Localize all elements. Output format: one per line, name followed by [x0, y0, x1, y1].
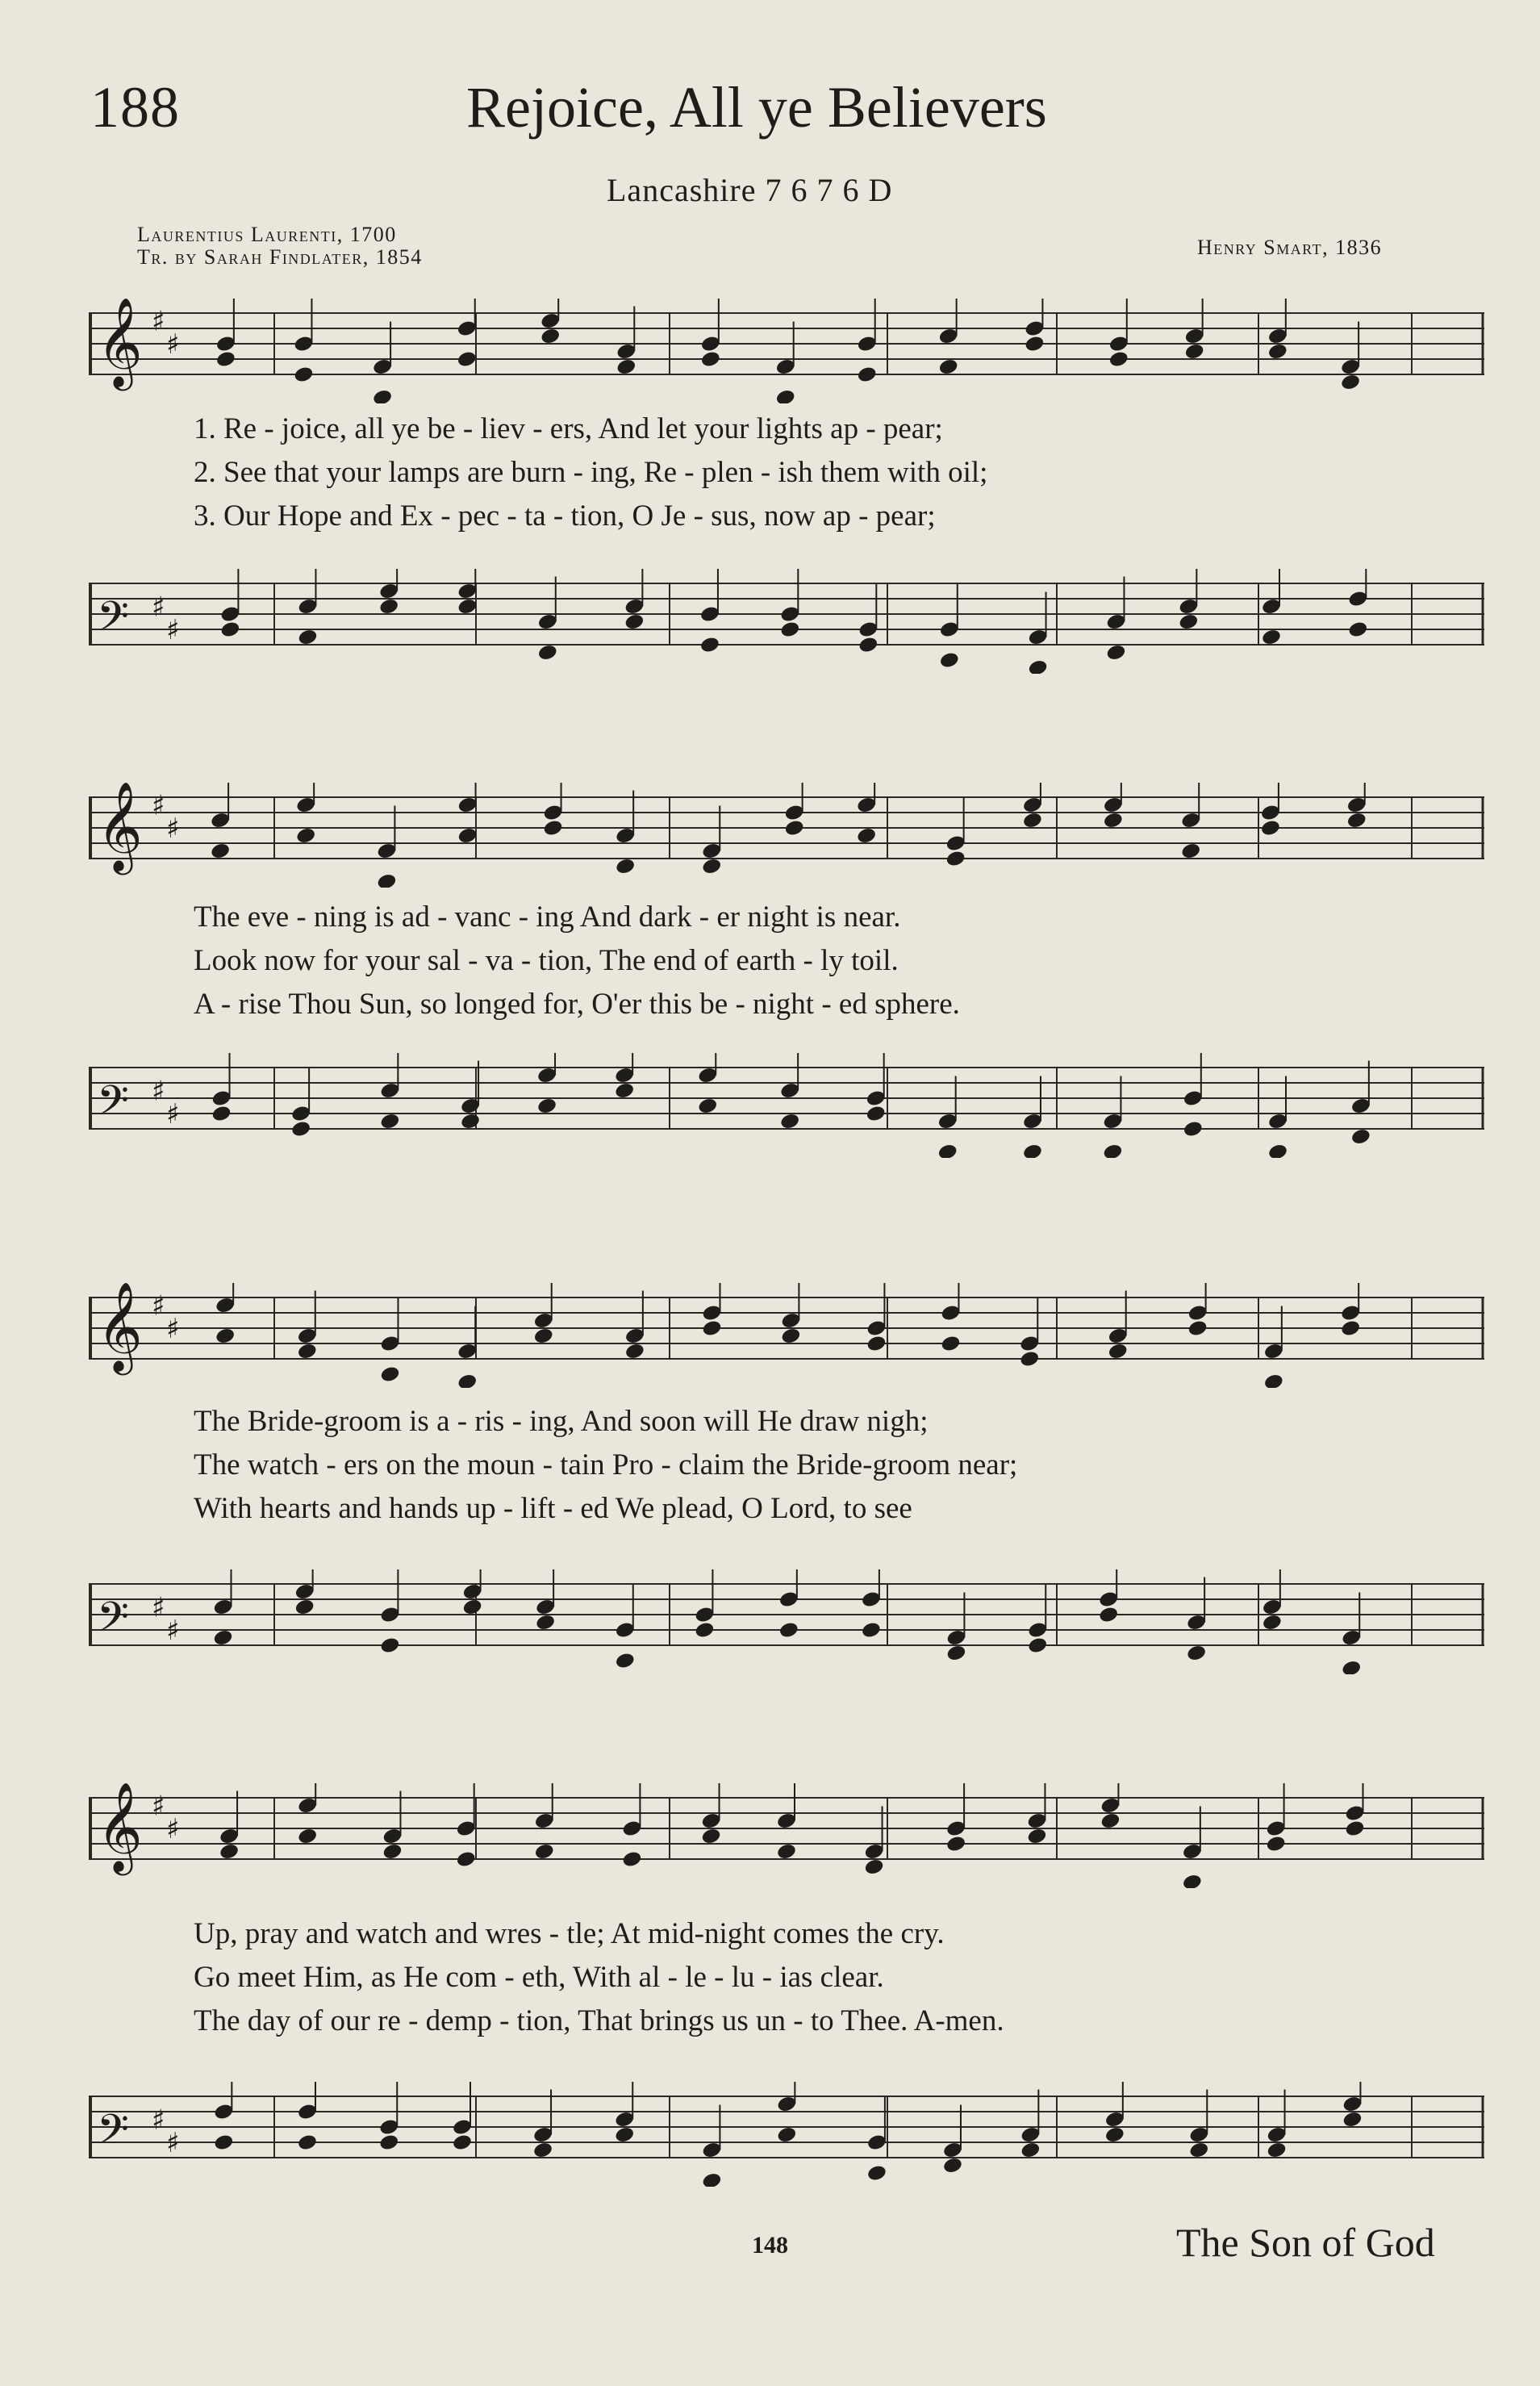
lyric-line-3: A - rise Thou Sun, so longed for, O'er this be - night - ed sphere.: [194, 988, 960, 1021]
note-head: [857, 366, 878, 384]
treble-staff: [89, 1783, 1484, 1880]
note-head: [1340, 1319, 1361, 1338]
bass-staff: [89, 569, 1484, 666]
note-head: [290, 1120, 311, 1139]
note-head: [866, 2164, 887, 2183]
sharp-icon: ♯: [166, 1097, 180, 1130]
note-head: [1182, 1873, 1203, 1888]
note-head: [213, 2133, 234, 2152]
note-head: [1350, 1127, 1371, 1146]
note-head: [379, 1636, 400, 1655]
note-head: [219, 621, 240, 639]
note-head: [379, 1365, 400, 1384]
bass-staff: [89, 1053, 1484, 1150]
treble-clef-icon: 𝄞: [97, 1283, 143, 1372]
tune-name: Lancashire 7 6 7 6 D: [607, 172, 893, 208]
note-head: [1108, 1342, 1129, 1360]
note-head: [297, 1827, 318, 1845]
lyric-line-2: Look now for your sal - va - tion, The end of earth - ly toil.: [194, 944, 899, 977]
note-head: [624, 612, 645, 631]
treble-staff: [89, 783, 1484, 880]
treble-staff: [89, 1283, 1484, 1380]
note-head: [1104, 2125, 1125, 2144]
page-number: 148: [752, 2232, 788, 2259]
note-head: [1261, 628, 1282, 646]
sharp-icon: ♯: [166, 1812, 180, 1845]
note-head: [779, 1112, 800, 1130]
note-head: [615, 1652, 636, 1670]
music-system-3: [89, 1267, 1484, 1654]
sharp-icon: ♯: [166, 328, 180, 361]
music-system-4: [89, 1767, 1484, 2187]
sharp-icon: ♯: [166, 1312, 180, 1345]
words-credit: Laurentius Laurenti, 1700: [137, 223, 397, 246]
note-head: [1022, 811, 1043, 829]
note-head: [1188, 2141, 1209, 2159]
note-head: [219, 1842, 240, 1861]
note-head: [858, 636, 879, 654]
note-head: [1183, 1120, 1204, 1139]
note-head: [534, 1842, 555, 1861]
music-system-2: [89, 767, 1484, 1154]
note-head: [372, 388, 393, 403]
note-head: [378, 597, 399, 616]
note-head: [945, 850, 966, 868]
lyric-line-2: The watch - ers on the moun - tain Pro - claim the Bride-groom near;: [194, 1448, 1018, 1481]
note-head: [1340, 373, 1361, 391]
bass-clef-icon: 𝄢: [97, 1076, 129, 1135]
lyric-line-1: The Bride-groom is a - ris - ing, And soon will He draw nigh;: [194, 1405, 929, 1438]
note-head: [382, 1842, 403, 1861]
note-head: [699, 636, 720, 654]
note-head: [1019, 1350, 1040, 1369]
note-head: [1178, 612, 1199, 631]
note-head: [542, 819, 563, 838]
note-head: [1180, 842, 1201, 860]
bass-clef-icon: 𝄢: [97, 1592, 129, 1652]
sharp-icon: ♯: [152, 1790, 165, 1823]
note-head: [457, 597, 478, 616]
note-head: [1187, 1319, 1208, 1338]
translator-credit: Tr. by Sarah Findlater, 1854: [137, 245, 423, 269]
note-head: [856, 826, 877, 845]
hymn-number: 188: [90, 75, 180, 140]
note-head: [614, 1081, 635, 1100]
note-head: [1022, 1143, 1043, 1158]
sharp-icon: ♯: [166, 812, 180, 845]
note-head: [694, 1621, 715, 1640]
note-head: [376, 872, 397, 888]
treble-staff: [89, 299, 1484, 395]
note-head: [379, 1112, 400, 1130]
note-head: [1267, 1143, 1288, 1158]
note-head: [945, 1835, 966, 1853]
note-head: [1266, 2141, 1287, 2159]
note-head: [776, 1842, 797, 1861]
note-head: [293, 366, 314, 384]
note-head: [1020, 2141, 1041, 2159]
note-head: [532, 2141, 553, 2159]
treble-clef-icon: 𝄞: [97, 1783, 143, 1872]
note-head: [866, 1105, 887, 1123]
note-head: [457, 826, 478, 845]
note-head: [211, 1105, 232, 1123]
note-head: [536, 1097, 557, 1115]
note-head: [1186, 1644, 1207, 1662]
lyric-line-2: Go meet Him, as He com - eth, With al - le - lu - ias clear.: [194, 1961, 884, 1994]
note-head: [1260, 819, 1281, 838]
note-head: [776, 2125, 797, 2144]
note-head: [297, 628, 318, 646]
note-head: [212, 1628, 233, 1647]
note-head: [624, 1342, 645, 1360]
music-system-1: [89, 282, 1484, 670]
lyric-line-1: 1. Re - joice, all ye be - liev - ers, And let your lights ap - pear;: [194, 412, 943, 445]
bass-clef-icon: 𝄢: [97, 2104, 129, 2164]
note-head: [460, 1112, 481, 1130]
note-head: [297, 2133, 318, 2152]
note-head: [1266, 1835, 1287, 1853]
note-head: [1346, 811, 1367, 829]
note-head: [945, 1644, 966, 1662]
note-head: [1347, 621, 1368, 639]
note-head: [621, 1850, 642, 1869]
note-head: [540, 327, 561, 345]
note-head: [1344, 1820, 1365, 1838]
sharp-icon: ♯: [152, 305, 165, 338]
note-head: [456, 1850, 477, 1869]
note-head: [1267, 342, 1288, 361]
section-title: The Son of God: [1176, 2220, 1435, 2265]
note-head: [210, 842, 231, 860]
lyric-line-3: With hearts and hands up - lift - ed We plead, O Lord, to see: [194, 1492, 912, 1525]
note-head: [1102, 1143, 1123, 1158]
note-head: [1098, 1606, 1119, 1624]
note-head: [297, 1342, 318, 1360]
note-head: [700, 1827, 721, 1845]
note-head: [1263, 1373, 1284, 1388]
note-head: [701, 857, 722, 875]
note-head: [533, 1327, 554, 1345]
bass-staff: [89, 2082, 1484, 2179]
note-head: [697, 1097, 718, 1115]
note-head: [778, 1621, 799, 1640]
note-head: [866, 1335, 887, 1353]
note-head: [940, 1335, 961, 1353]
lyric-line-3: The day of our re - demp - tion, That brings us un - to Thee. A-men.: [194, 2004, 1004, 2037]
sharp-icon: ♯: [166, 613, 180, 646]
note-head: [378, 2133, 399, 2152]
lyric-line-2: 2. See that your lamps are burn - ing, Re - plen - ish them with oil;: [194, 456, 988, 489]
sharp-icon: ♯: [166, 1614, 180, 1647]
note-head: [457, 350, 478, 369]
sharp-icon: ♯: [152, 1591, 165, 1624]
music-credit: Henry Smart, 1836: [1197, 236, 1383, 259]
note-head: [942, 2156, 963, 2175]
note-head: [1027, 658, 1048, 674]
note-head: [1342, 2110, 1363, 2129]
note-head: [1341, 1659, 1362, 1674]
note-head: [1026, 1827, 1047, 1845]
sharp-icon: ♯: [166, 2126, 180, 2159]
note-head: [938, 357, 959, 376]
note-head: [937, 1143, 958, 1158]
bass-staff: [89, 1569, 1484, 1666]
note-head: [1105, 643, 1126, 662]
note-head: [1108, 350, 1129, 369]
note-head: [1262, 1613, 1283, 1632]
note-head: [701, 2171, 722, 2187]
lyric-line-1: The eve - ning is ad - vanc - ing And dark - er night is near.: [194, 900, 901, 934]
note-head: [1100, 1811, 1121, 1830]
note-head: [1184, 342, 1205, 361]
sharp-icon: ♯: [152, 1289, 165, 1323]
note-head: [1027, 1636, 1048, 1655]
sharp-icon: ♯: [152, 2104, 165, 2137]
note-head: [784, 819, 805, 838]
bass-clef-icon: 𝄢: [97, 591, 129, 651]
lyric-line-1: Up, pray and watch and wres - tle; At mid-night comes the cry.: [194, 1917, 945, 1950]
note-head: [294, 1598, 315, 1616]
note-head: [537, 643, 558, 662]
note-head: [452, 2133, 473, 2152]
sharp-icon: ♯: [152, 789, 165, 822]
note-head: [457, 1373, 478, 1388]
note-head: [462, 1598, 483, 1616]
note-head: [780, 1327, 801, 1345]
note-head: [614, 2125, 635, 2144]
note-head: [863, 1857, 884, 1876]
note-head: [215, 350, 236, 369]
note-head: [861, 1621, 882, 1640]
treble-clef-icon: 𝄞: [97, 299, 143, 387]
note-head: [939, 651, 960, 670]
note-head: [1103, 811, 1124, 829]
hymn-title: Rejoice, All ye Believers: [466, 75, 1047, 140]
note-head: [700, 350, 721, 369]
note-head: [535, 1613, 556, 1632]
note-head: [701, 1319, 722, 1338]
treble-clef-icon: 𝄞: [97, 783, 143, 871]
note-head: [775, 388, 796, 403]
note-head: [615, 857, 636, 875]
note-head: [215, 1327, 236, 1345]
sharp-icon: ♯: [152, 1075, 165, 1108]
note-head: [1024, 335, 1045, 353]
lyric-line-3: 3. Our Hope and Ex - pec - ta - tion, O Je - sus, now ap - pear;: [194, 499, 936, 533]
sharp-icon: ♯: [152, 591, 165, 624]
note-head: [779, 621, 800, 639]
note-head: [295, 826, 316, 845]
note-head: [616, 357, 636, 376]
